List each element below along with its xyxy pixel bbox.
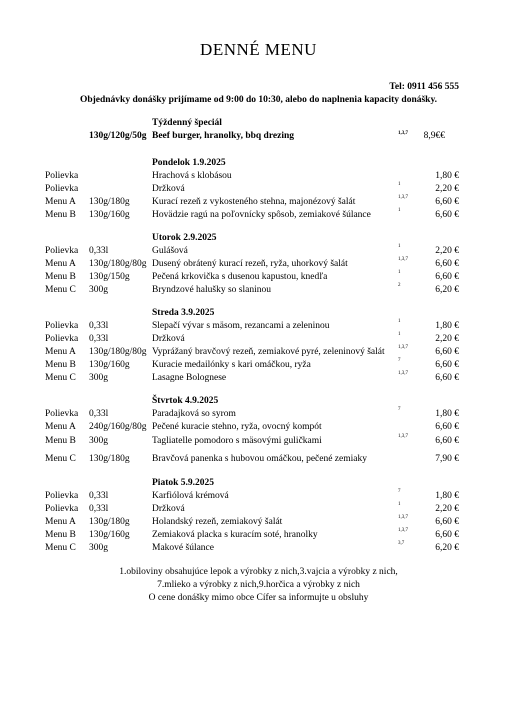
menu-type: Menu C xyxy=(45,285,76,295)
menu-dish-name: Dusený obrátený kurací rezeň, ryža, uhorkový šalát xyxy=(152,259,348,269)
menu-dish-name: Držková xyxy=(152,334,185,344)
menu-dish-name: Tagliatelle pomodoro s mäsovými guličkami xyxy=(152,436,322,446)
menu-row xyxy=(0,197,517,210)
menu-row xyxy=(0,210,517,223)
menu-dish-name: Bryndzové halušky so slaninou xyxy=(152,285,272,295)
menu-quantity: 300g xyxy=(89,436,108,446)
menu-allergens: 1,3,7 xyxy=(398,257,408,262)
footer-line: 1.obiloviny obsahujúce lepok a výrobky z nich,3.vajcia a výrobky z nich, xyxy=(119,567,398,577)
menu-quantity: 130g/160g xyxy=(89,360,130,370)
menu-price: 6,60 € xyxy=(435,373,459,383)
menu-price: 2,20 € xyxy=(435,504,459,514)
menu-row xyxy=(0,409,517,422)
menu-price: 2,20 € xyxy=(435,334,459,344)
menu-row xyxy=(0,517,517,530)
menu-type: Menu B xyxy=(45,272,76,282)
menu-type: Polievka xyxy=(45,334,79,344)
menu-quantity: 240g/160g/80g xyxy=(89,422,147,432)
menu-dish-name: Kurací rezeň z vykosteného stehna, majonézový šalát xyxy=(152,197,356,207)
menu-price: 1,80 € xyxy=(435,491,459,501)
menu-row xyxy=(0,246,517,259)
menu-row xyxy=(0,334,517,347)
menu-quantity: 130g/180g/80g xyxy=(89,259,147,269)
menu-quantity: 130g/180g xyxy=(89,197,130,207)
menu-row xyxy=(0,347,517,360)
menu-allergens: 1 xyxy=(398,332,401,337)
menu-allergens: 1,3,7 xyxy=(398,434,408,439)
menu-price: 1,80 € xyxy=(435,321,459,331)
weekly-allergens: 1,3,7 xyxy=(398,131,408,136)
menu-price: 7,90 € xyxy=(435,454,459,464)
day-title: Pondelok 1.9.2025 xyxy=(152,158,226,168)
menu-row xyxy=(0,422,517,435)
menu-price: 2,20 € xyxy=(435,184,459,194)
footer-line: 7.mlieko a výrobky z nich,9.horčica a výrobky z nich xyxy=(157,580,360,590)
menu-dish-name: Karfiólová krémová xyxy=(152,491,229,501)
menu-row xyxy=(0,454,517,467)
menu-row xyxy=(0,504,517,517)
menu-price: 1,80 € xyxy=(435,409,459,419)
menu-quantity: 130g/160g xyxy=(89,530,130,540)
menu-row xyxy=(0,259,517,272)
menu-price: 2,20 € xyxy=(435,246,459,256)
menu-type: Polievka xyxy=(45,171,79,181)
menu-dish-name: Hovädzie ragú na poľovnícky spôsob, zemiakové šúlance xyxy=(152,210,371,220)
menu-dish-name: Gulášová xyxy=(152,246,188,256)
weekly-qty: 130g/120g/50g xyxy=(89,131,147,141)
menu-type: Polievka xyxy=(45,504,79,514)
menu-type: Menu A xyxy=(45,422,76,432)
day-title: Piatok 5.9.2025 xyxy=(152,478,215,488)
day-title: Streda 3.9.2025 xyxy=(152,308,215,318)
menu-row xyxy=(0,360,517,373)
menu-price: 6,60 € xyxy=(435,517,459,527)
weekly-special-title: Týždenný špeciál xyxy=(152,118,222,128)
menu-type: Menu B xyxy=(45,530,76,540)
menu-allergens: 1 xyxy=(398,270,401,275)
menu-type: Polievka xyxy=(45,321,79,331)
menu-type: Menu A xyxy=(45,197,76,207)
menu-allergens: 1 xyxy=(398,182,401,187)
menu-price: 6,60 € xyxy=(435,436,459,446)
menu-allergens: 3,7 xyxy=(398,541,405,546)
menu-quantity: 130g/180g/80g xyxy=(89,347,147,357)
menu-dish-name: Hrachová s klobásou xyxy=(152,171,232,181)
menu-quantity: 130g/180g xyxy=(89,454,130,464)
menu-dish-name: Pečená krkovička s dusenou kapustou, knedľa xyxy=(152,272,328,282)
menu-price: 6,60 € xyxy=(435,259,459,269)
menu-allergens: 1,3,7 xyxy=(398,345,408,350)
weekly-special-row xyxy=(0,131,517,145)
menu-dish-name: Držková xyxy=(152,184,185,194)
menu-dish-name: Holandský rezeň, zemiakový šalát xyxy=(152,517,283,527)
menu-price: 6,60 € xyxy=(435,530,459,540)
menu-quantity: 300g xyxy=(89,373,108,383)
menu-quantity: 0,33l xyxy=(89,321,109,331)
menu-dish-name: Bravčová panenka s hubovou omáčkou, pečené zemiaky xyxy=(152,454,367,464)
menu-price: 6,20 € xyxy=(435,285,459,295)
menu-row xyxy=(0,171,517,184)
menu-type: Polievka xyxy=(45,409,79,419)
menu-allergens: 1 xyxy=(398,208,401,213)
menu-allergens: 1 xyxy=(398,502,401,507)
menu-type: Polievka xyxy=(45,184,79,194)
menu-row xyxy=(0,373,517,386)
menu-type: Menu A xyxy=(45,259,76,269)
menu-allergens: 7 xyxy=(398,358,401,363)
menu-dish-name: Kuracie medailónky s kari omáčkou, ryža xyxy=(152,360,311,370)
menu-quantity: 0,33l xyxy=(89,334,109,344)
menu-quantity: 0,33l xyxy=(89,491,109,501)
menu-type: Polievka xyxy=(45,491,79,501)
menu-type: Menu B xyxy=(45,436,76,446)
menu-quantity: 300g xyxy=(89,543,108,553)
menu-allergens: 7 xyxy=(398,489,401,494)
menu-row xyxy=(0,530,517,543)
menu-price: 1,80 € xyxy=(435,171,459,181)
menu-dish-name: Vyprážaný bravčový rezeň, zemiakové pyré, zeleninový šalát xyxy=(152,347,385,357)
menu-row xyxy=(0,436,517,449)
menu-type: Polievka xyxy=(45,246,79,256)
menu-price: 6,60 € xyxy=(435,360,459,370)
weekly-price: 8,9€€ xyxy=(423,131,445,141)
allergen-footer xyxy=(0,566,517,605)
menu-type: Menu A xyxy=(45,517,76,527)
menu-allergens: 1 xyxy=(398,244,401,249)
menu-allergens: 1,3,7 xyxy=(398,371,408,376)
menu-row xyxy=(0,491,517,504)
menu-allergens: 2 xyxy=(398,283,401,288)
menu-allergens: 7 xyxy=(398,407,401,412)
menu-dish-name: Paradajková so syrom xyxy=(152,409,236,419)
menu-row xyxy=(0,184,517,197)
menu-dish-name: Slepačí vývar s mäsom, rezancami a zeleninou xyxy=(152,321,330,331)
menu-type: Menu B xyxy=(45,210,76,220)
phone-number: Tel: 0911 456 555 xyxy=(389,82,459,92)
menu-row xyxy=(0,321,517,334)
day-title: Štvrtok 4.9.2025 xyxy=(152,396,219,406)
weekly-name: Beef burger, hranolky, bbq drezing xyxy=(152,131,294,141)
menu-row xyxy=(0,285,517,298)
menu-price: 6,60 € xyxy=(435,210,459,220)
menu-quantity: 300g xyxy=(89,285,108,295)
menu-dish-name: Zemiaková placka s kuracím soté, hranolky xyxy=(152,530,318,540)
menu-price: 6,60 € xyxy=(435,197,459,207)
menu-type: Menu A xyxy=(45,347,76,357)
menu-quantity: 130g/180g xyxy=(89,517,130,527)
page-title: DENNÉ MENU xyxy=(200,40,317,59)
menu-allergens: 1,3,7 xyxy=(398,515,408,520)
menu-dish-name: Makové šúlance xyxy=(152,543,214,553)
menu-type: Menu B xyxy=(45,360,76,370)
menu-price: 6,20 € xyxy=(435,543,459,553)
menu-row xyxy=(0,272,517,285)
menu-quantity: 0,33l xyxy=(89,246,109,256)
menu-type: Menu C xyxy=(45,373,76,383)
menu-type: Menu C xyxy=(45,543,76,553)
menu-price: 6,60 € xyxy=(435,422,459,432)
footer-line: O cene donášky mimo obce Cífer sa informujte u obsluhy xyxy=(148,593,369,603)
menu-allergens: 1,3,7 xyxy=(398,528,408,533)
menu-allergens: 1,3,7 xyxy=(398,195,408,200)
day-title: Utorok 2.9.2025 xyxy=(152,233,217,243)
menu-quantity: 0,33l xyxy=(89,504,109,514)
menu-quantity: 130g/150g xyxy=(89,272,130,282)
menu-dish-name: Držková xyxy=(152,504,185,514)
menu-price: 6,60 € xyxy=(435,272,459,282)
menu-quantity: 130g/160g xyxy=(89,210,130,220)
menu-dish-name: Lasagne Bolognese xyxy=(152,373,227,383)
menu-allergens: 1 xyxy=(398,319,401,324)
menu-quantity: 0,33l xyxy=(89,409,109,419)
menu-row xyxy=(0,543,517,556)
orders-note: Objednávky donášky prijímame od 9:00 do 10:30, alebo do naplnenia kapacity donášky. xyxy=(79,95,438,105)
menu-price: 6,60 € xyxy=(435,347,459,357)
menu-type: Menu C xyxy=(45,454,76,464)
menu-dish-name: Pečené kuracie stehno, ryža, ovocný kompót xyxy=(152,422,322,432)
